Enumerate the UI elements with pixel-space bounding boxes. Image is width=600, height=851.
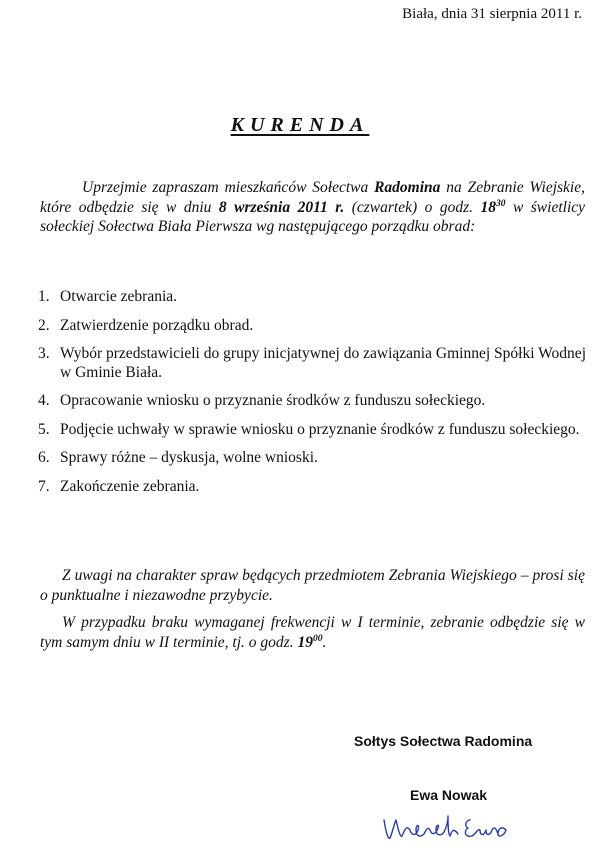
- agenda-number: 2.: [38, 316, 50, 334]
- note-2-text: W przypadku braku wymaganej frekwencji w I terminie, zebranie odbędzie się w tym samym dniu w II terminie, tj. o godz.: [40, 614, 585, 651]
- agenda-item: [38, 392, 586, 411]
- signer-title: Sołtys Sołectwa Radomina: [354, 733, 533, 749]
- meeting-hour: 18: [480, 198, 496, 216]
- agenda-item: [38, 421, 586, 440]
- agenda-number: 4.: [38, 392, 50, 409]
- meeting-time: [480, 199, 505, 216]
- note-1-text: Z uwagi na charakter spraw będących przedmiotem Zebrania Wiejskiego – prosi się o punktualne i niezawodne przybycie.: [40, 567, 585, 604]
- agenda-item: [38, 449, 586, 468]
- intro-text-4: w świetlicy sołeckiej Sołectwa Biała Pierwsza wg następującego porządku obrad:: [40, 198, 586, 235]
- intro-paragraph: [40, 178, 585, 237]
- agenda-item: [38, 317, 586, 336]
- agenda-text: Opracowanie wniosku o przyznanie środków z funduszu sołeckiego.: [60, 392, 486, 409]
- agenda-item: [38, 345, 586, 382]
- agenda-item: [38, 288, 586, 307]
- meeting-minutes: 30: [495, 198, 506, 209]
- punctuality-note: [40, 566, 585, 605]
- intro-text-2: na Zebranie Wiejskie, które odbędzie się w dniu: [40, 179, 585, 216]
- agenda-number: 6.: [38, 449, 50, 466]
- agenda-text: Podjęcie uchwały w sprawie wniosku o przyznanie środków z funduszu sołeckiego.: [60, 420, 580, 438]
- note-2-end: .: [322, 633, 327, 651]
- second-term-hour: 19: [297, 633, 313, 651]
- second-term-time: [297, 634, 322, 651]
- agenda-text: Zakończenie zebrania.: [60, 477, 200, 495]
- signature-stroke-2: [465, 820, 506, 836]
- intro-text-3: (czwartek) o godz.: [344, 198, 481, 216]
- document-title: [0, 114, 600, 137]
- second-term-note: [40, 613, 585, 652]
- signer-name: Ewa Nowak: [410, 787, 488, 803]
- place-date: Biała, dnia 31 sierpnia 2011 r.: [402, 6, 582, 22]
- agenda-number: 3.: [38, 345, 50, 362]
- agenda-item: [38, 478, 586, 497]
- second-term-minutes: 00: [312, 633, 323, 644]
- agenda-number: 7.: [38, 477, 50, 495]
- village-name: Radomina: [374, 179, 441, 196]
- intro-text-1: Uprzejmie zapraszam mieszkańców Sołectwa: [82, 179, 375, 196]
- agenda-text: Wybór przedstawicieli do grupy inicjatywnej do zawiązania Gminnej Spółki Wodnej w Gminie Biała.: [60, 345, 586, 381]
- agenda-text: Sprawy różne – dyskusja, wolne wnioski.: [60, 449, 318, 466]
- title-text: KURENDA: [230, 114, 370, 136]
- agenda-number: 5.: [38, 420, 50, 438]
- agenda-list: [38, 288, 586, 506]
- agenda-text: Otwarcie zebrania.: [60, 288, 178, 305]
- agenda-number: 1.: [38, 288, 50, 305]
- meeting-date: 8 września 2011 r.: [218, 198, 345, 216]
- handwritten-signature: [380, 812, 510, 846]
- agenda-text: Zatwierdzenie porządku obrad.: [60, 316, 254, 334]
- signature-stroke: [384, 816, 458, 838]
